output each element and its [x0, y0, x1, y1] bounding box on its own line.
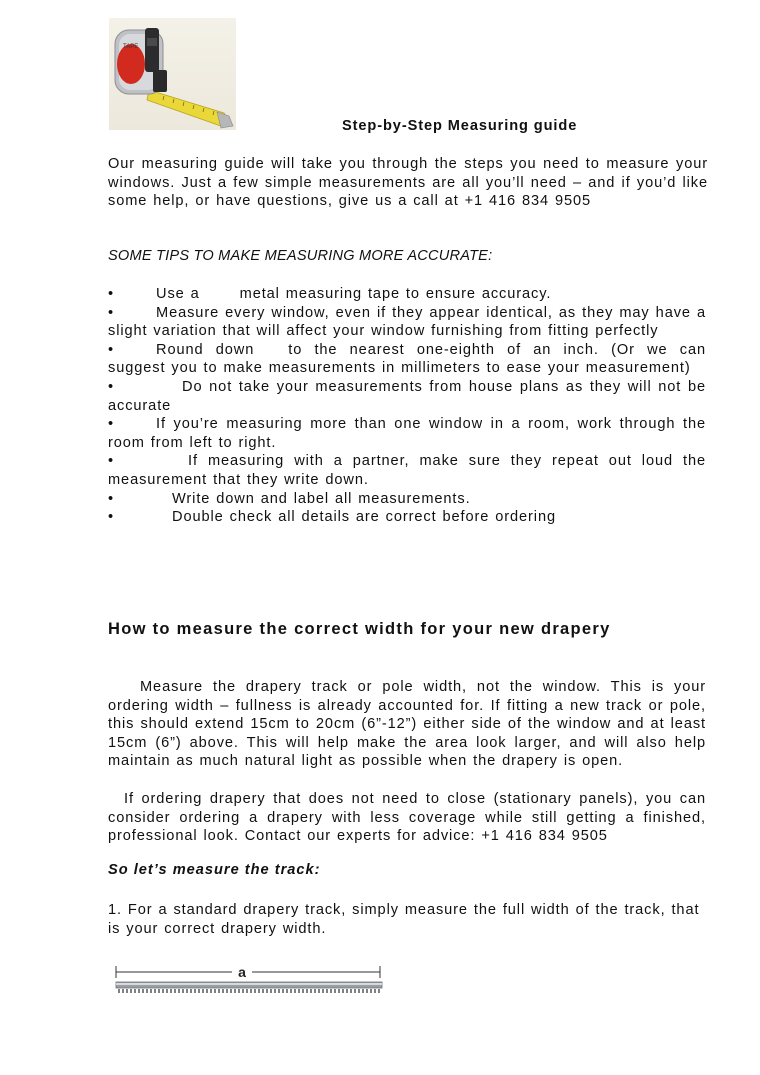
bullet-5: • [108, 416, 115, 433]
tip-1-label: Use a [156, 286, 200, 302]
tip-item-1 [108, 285, 706, 304]
step-1-text: 1. For a standard drapery track, simply measure the full width of the track, that is your correct drapery width. [108, 902, 700, 937]
track-glider [150, 989, 152, 993]
track-glider [374, 989, 376, 993]
track-glider [250, 989, 252, 993]
bullet-2: • [108, 304, 115, 321]
tip-item-2 [108, 304, 706, 341]
bullet-3: • [108, 341, 115, 358]
tip-8-text: Double check all details are correct before ordering [172, 509, 556, 526]
track-glider [234, 989, 236, 993]
track-glider [262, 989, 264, 993]
track-glider [174, 989, 176, 993]
track-glider [142, 989, 144, 993]
track-glider [218, 989, 220, 993]
tip-item-4 [108, 378, 706, 415]
track-glider [170, 989, 172, 993]
track-glider [270, 989, 272, 993]
tip-5-text: If you’re measuring more than one window in a room, work through the room from left to right. [108, 416, 706, 451]
track-glider [158, 989, 160, 993]
track-glider [238, 989, 240, 993]
tape-lock-button [145, 28, 159, 72]
page-title: Step-by-Step Measuring guide [342, 118, 578, 134]
bullet-7: • [108, 490, 115, 507]
track-glider [334, 989, 336, 993]
section-heading: How to measure the correct width for your new drapery [108, 620, 611, 638]
track-glider [306, 989, 308, 993]
paragraph-1-text: Measure the drapery track or pole width, not the window. This is your ordering width – fullness is already accounted for. If fitting a new track or pole, this should extend 15cm to 20cm (6”-12”) either side of the window and at least 15cm (6”) above. This will help make the area look larger, and will also help maintain as much natural light as possible when the drapery is open. [108, 679, 706, 770]
track-glider [202, 989, 204, 993]
track-glider [242, 989, 244, 993]
track-glider [254, 989, 256, 993]
tip-item-7 [108, 490, 706, 509]
tip-item-5 [108, 415, 706, 452]
track-glider [182, 989, 184, 993]
tip-7-text: Write down and label all measurements. [172, 490, 471, 507]
track-glider [366, 989, 368, 993]
track-glider [154, 989, 156, 993]
tape-belt-clip [153, 70, 167, 92]
tape-red-badge [117, 44, 145, 84]
track-glider [282, 989, 284, 993]
track-glider [246, 989, 248, 993]
track-glider [274, 989, 276, 993]
track-glider [326, 989, 328, 993]
track-glider [258, 989, 260, 993]
track-glider [362, 989, 364, 993]
track-glider [190, 989, 192, 993]
tips-list [108, 285, 706, 527]
tip-1-text: metal measuring tape to ensure accuracy. [239, 286, 552, 302]
track-glider [330, 989, 332, 993]
track-glider [206, 989, 208, 993]
track-glider [118, 989, 120, 993]
track-glider [198, 989, 200, 993]
track-glider [338, 989, 340, 993]
track-glider [278, 989, 280, 993]
track-glider [214, 989, 216, 993]
track-glider [354, 989, 356, 993]
tip-item-8 [108, 508, 706, 527]
intro-paragraph: Our measuring guide will take you through the steps you need to measure your windows. Just a few simple measurements are all you’ll need – and if you’d like some help, or have questions, give us a call at +1 416 834 9505 [108, 156, 708, 210]
dimension-label: a [238, 964, 246, 980]
track-glider [210, 989, 212, 993]
track-glider [166, 989, 168, 993]
paragraph-1 [108, 678, 706, 771]
bullet-6: • [108, 453, 115, 470]
track-glider [342, 989, 344, 993]
tip-item-3 [108, 341, 706, 378]
bullet-1: • [108, 286, 115, 302]
track-glider [358, 989, 360, 993]
tape-measure-image [109, 18, 236, 130]
track-glider [186, 989, 188, 993]
track-glider [130, 989, 132, 993]
tip-3-text: to the nearest one-eighth of an inch. (Or we can suggest you to make measurements in millimeters to ease your measurement) [108, 341, 706, 377]
track-glider [146, 989, 148, 993]
tip-4-text: Do not take your measurements from house plans as they will not be accurate [108, 378, 706, 414]
tip-2-text: Measure every window, even if they appear identical, as they may have a slight variation that will affect your window furnishing from fitting perfectly [108, 304, 706, 340]
tip-3-label: Round down [156, 341, 255, 358]
tips-heading: SOME TIPS TO MAKE MEASURING MORE ACCURATE: [108, 248, 493, 264]
tape-measure-illustration [109, 18, 236, 130]
paragraph-2 [108, 790, 706, 846]
track-glider [346, 989, 348, 993]
bullet-4: • [108, 378, 115, 395]
track-glider [286, 989, 288, 993]
tape-lock-detail [147, 38, 157, 46]
track-glider [314, 989, 316, 993]
track-glider [162, 989, 164, 993]
track-glider [322, 989, 324, 993]
track-glider [378, 989, 380, 993]
track-glider [134, 989, 136, 993]
track-glider [222, 989, 224, 993]
track-glider [226, 989, 228, 993]
tip-item-6 [108, 452, 706, 489]
track-glider [370, 989, 372, 993]
track-glider [194, 989, 196, 993]
paragraph-2-text: If ordering drapery that does not need to close (stationary panels), you can consider ordering a drapery with less coverage while still getting a finished, professional look. Contact our experts for advice: +1 416 834 9505 [108, 791, 706, 845]
bullet-8: • [108, 509, 115, 526]
track-diagram-svg [112, 962, 386, 1002]
track-glider [178, 989, 180, 993]
tape-brand: TAPE [123, 44, 139, 50]
track-glider [298, 989, 300, 993]
track-heading: So let’s measure the track: [108, 862, 321, 878]
track-glider [122, 989, 124, 993]
track-glider [126, 989, 128, 993]
drapery-track-highlight [116, 983, 382, 985]
track-glider [290, 989, 292, 993]
track-gliders [118, 989, 380, 993]
track-glider [302, 989, 304, 993]
track-glider [266, 989, 268, 993]
track-glider [318, 989, 320, 993]
tip-6-text: If measuring with a partner, make sure they repeat out loud the measurement that they write down. [108, 453, 706, 488]
track-glider [294, 989, 296, 993]
track-glider [138, 989, 140, 993]
track-glider [230, 989, 232, 993]
track-glider [350, 989, 352, 993]
track-diagram [112, 962, 386, 1002]
tape-blade [147, 90, 229, 126]
track-glider [310, 989, 312, 993]
